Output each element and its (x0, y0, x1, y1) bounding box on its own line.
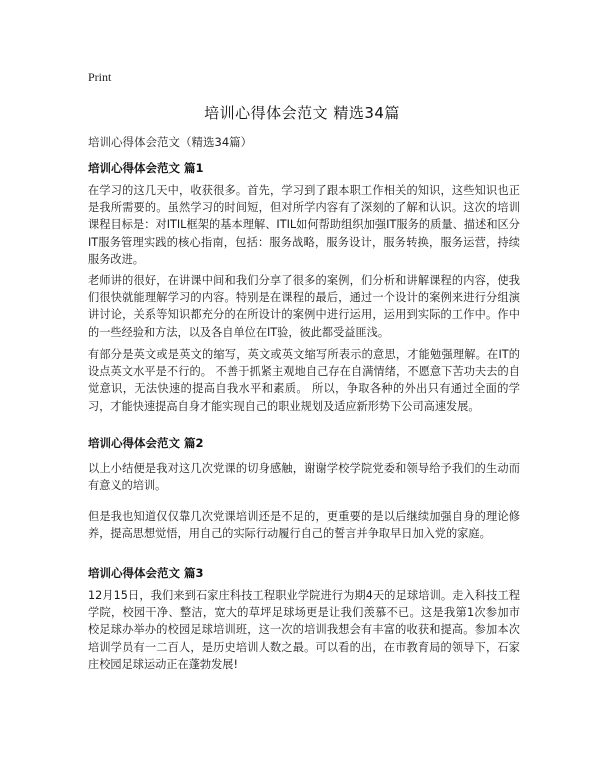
section-heading-3: 培训心得体会范文 篇3 (88, 566, 204, 580)
print-label[interactable]: Print (88, 70, 112, 84)
section-1-paragraph-1: 在学习的这几天中，收获很多。首先，学习到了跟本职工作相关的知识，这些知识也正是我所需要的。虽然学习的时间短，但对所学内容有了深刻的了解和认识。这次的培训课程目标是：对ITIL框架的基本理解、ITIL如何帮助组织加强IT服务的质量、描述和区分IT服务管理实践的核心指南，包括：服务战略，服务设计，服务转换，服务运营，持续服务改进。 (88, 184, 520, 266)
section-heading-1: 培训心得体会范文 篇1 (88, 161, 204, 175)
section-1-paragraph-3: 有部分是英文或是英文的缩写，英文或英文缩写所表示的意思，才能勉强理解。在IT的设点英文水平是不行的。 不善于抓紧主观地自己存在自满情绪，不愿意下苦功夫去的自觉意识，无法快速的提高自我水平和素质。 所以，争取各种的外出只有通过全面的学习，才能快速提高自身才能实现自己的职业规划及适应新形势下公司高速发展。 (88, 348, 520, 413)
section-1-paragraph-2: 老师讲的很好，在讲课中间和我们分享了很多的案例，们分析和讲解课程的内容，使我们很快就能理解学习的内容。特别是在课程的最后，通过一个设计的案例来进行分组演讲讨论，关系等知识都充分的在所设计的案例中进行运用，运用到实际的工作中。作中的一些经验和方法，以及各自单位在IT验，彼此都受益匪浅。 (88, 274, 520, 339)
section-2-paragraph-1: 以上小结便是我对这几次党课的切身感触，谢谢学校学院党委和领导给予我们的生动而有意义的培训。 (88, 462, 520, 493)
section-2-paragraph-2: 但是我也知道仅仅靠几次党课培训还是不足的，更重要的是以后继续加强自身的理论修养，提高思想觉悟，用自己的实际行动履行自己的誓言并争取早日加入党的家庭。 (88, 510, 520, 541)
section-3-paragraph-1: 12月15日，我们来到石家庄科技工程职业学院进行为期4天的足球培训。走入科技工程学院，校园干净、整洁，宽大的草坪足球场更是让我们羡慕不已。这是我第1次参加市校足球办举办的校园足球培训班，这一次的培训我想会有丰富的收获和提高。参加本次培训学员有一二百人，是历史培训人数之最。可以看的出，在市教育局的领导下，石家庄校园足球运动正在蓬勃发展! (88, 589, 520, 671)
document-subtitle: 培训心得体会范文（精选34篇） (88, 135, 253, 149)
document-title: 培训心得体会范文 精选34篇 (204, 104, 400, 122)
section-heading-2: 培训心得体会范文 篇2 (88, 436, 204, 450)
